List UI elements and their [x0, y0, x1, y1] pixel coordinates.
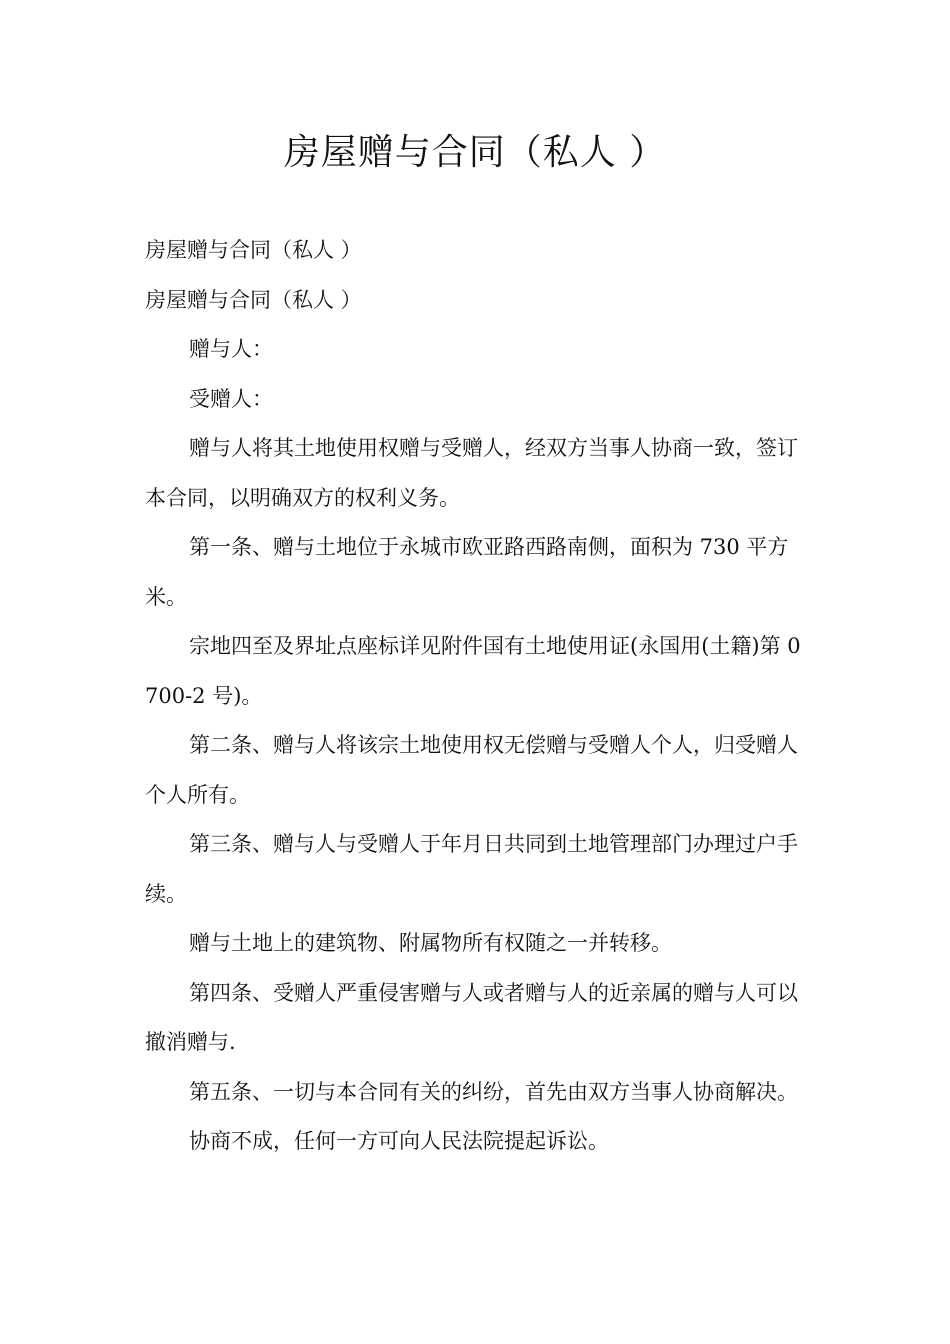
paragraph-1: 房屋赠与合同（私人 ） [145, 238, 362, 262]
transfer-paragraph: 赠与土地上的建筑物、附属物所有权随之一并转移。 [189, 931, 672, 955]
article-3-paragraph: 第三条、赠与人与受赠人于年月日共同到土地管理部门办理过户手续。 [145, 832, 798, 906]
article-5-paragraph: 第五条、一切与本合同有关的纠纷，首先由双方当事人协商解决。 [189, 1079, 798, 1104]
article-1-paragraph: 第一条、赠与土地位于永城市欧亚路西路南侧，面积为 730 平方米。 [145, 535, 789, 609]
donor-label: 赠与人： [189, 337, 273, 361]
document-title: 房屋赠与合同（私人 ） [283, 132, 667, 173]
document-body [145, 226, 810, 1167]
preamble-paragraph: 赠与人将其土地使用权赠与受赠人，经双方当事人协商一致，签订本合同，以明确双方的权利义务。 [145, 436, 798, 510]
boundary-paragraph: 宗地四至及界址点座标详见附件国有土地使用证(永国用(土籍)第 0700-2 号)。 [145, 634, 801, 708]
litigation-paragraph: 协商不成，任何一方可向人民法院提起诉讼。 [189, 1129, 609, 1153]
paragraph-2: 房屋赠与合同（私人 ） [145, 287, 362, 312]
article-2-paragraph: 第二条、赠与人将该宗土地使用权无偿赠与受赠人个人，归受赠人个人所有。 [145, 733, 798, 807]
recipient-label: 受赠人： [189, 386, 273, 411]
article-4-paragraph: 第四条、受赠人严重侵害赠与人或者赠与人的近亲属的赠与人可以撤消赠与. [145, 980, 798, 1054]
